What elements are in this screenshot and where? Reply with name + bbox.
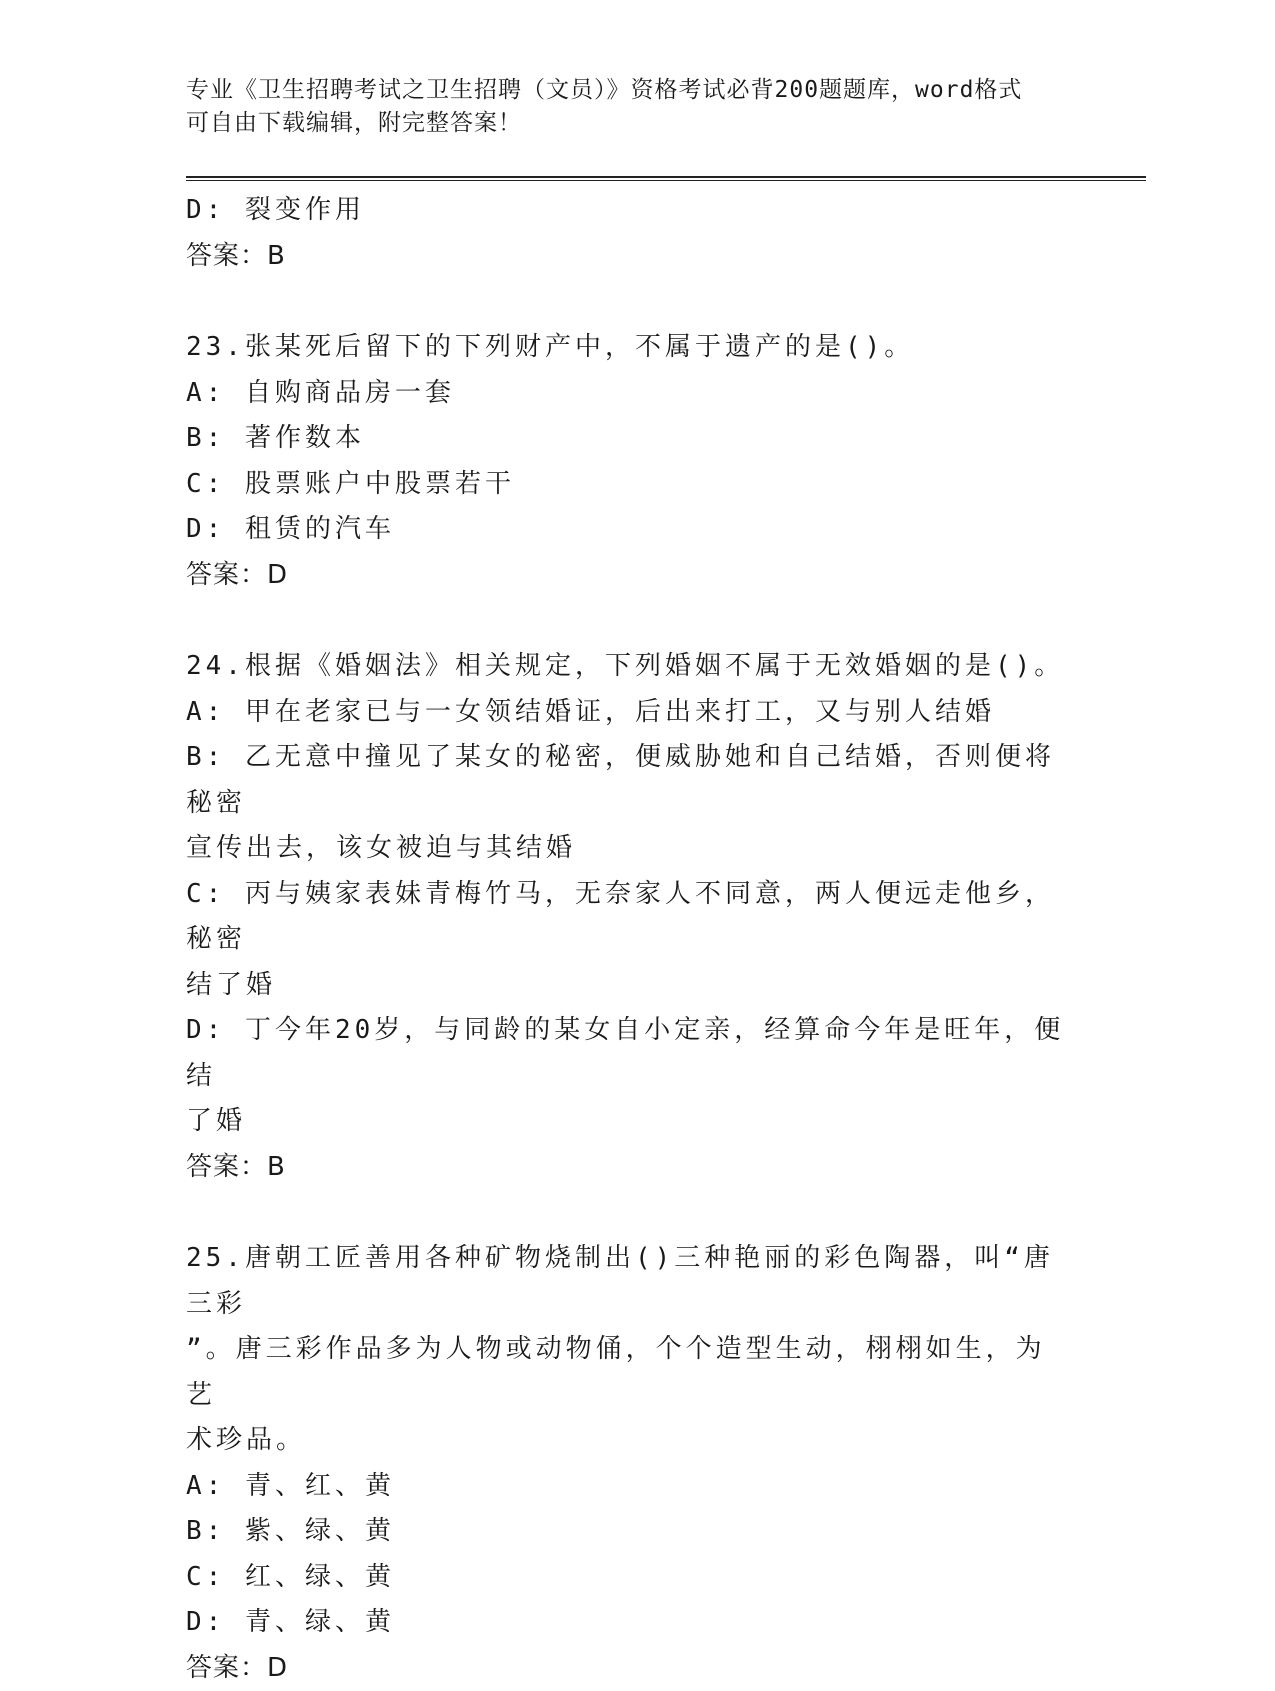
q25-answer: 答案：D	[186, 1646, 1066, 1691]
question-list	[186, 188, 1066, 1691]
q24-stem: 24.根据《婚姻法》相关规定，下列婚姻不属于无效婚姻的是()。	[186, 644, 1066, 690]
header-line-2: 可自由下载编辑，附完整答案！	[186, 107, 1066, 140]
q24-option-a: A: 甲在老家已与一女领结婚证，后出来打工，又与别人结婚	[186, 690, 1066, 736]
document-page	[186, 0, 1146, 1650]
q25-stem-2: ”。唐三彩作品多为人物或动物俑，个个造型生动，栩栩如生，为艺	[186, 1327, 1066, 1418]
q24-option-b: B: 乙无意中撞见了某女的秘密，便威胁她和自己结婚，否则便将秘密	[186, 735, 1066, 826]
q24-option-b-cont: 宣传出去，该女被迫与其结婚	[186, 826, 1066, 872]
q25-stem-3: 术珍品。	[186, 1418, 1066, 1464]
q23-option-b: B: 著作数本	[186, 416, 1066, 462]
q23-option-d: D: 租赁的汽车	[186, 507, 1066, 553]
spacer	[186, 598, 1066, 644]
header-line-1: 专业《卫生招聘考试之卫生招聘（文员）》资格考试必背200题题库，word格式	[186, 74, 1066, 107]
q23-answer: 答案：D	[186, 553, 1066, 599]
spacer	[186, 279, 1066, 325]
spacer	[186, 1190, 1066, 1236]
q24-option-c-cont: 结了婚	[186, 963, 1066, 1009]
q25-option-c: C: 红、绿、黄	[186, 1555, 1066, 1601]
q25-option-b: B: 紫、绿、黄	[186, 1509, 1066, 1555]
q25-option-d: D: 青、绿、黄	[186, 1600, 1066, 1646]
q23-stem: 23.张某死后留下的下列财产中，不属于遗产的是()。	[186, 325, 1066, 371]
q22-option-d: D: 裂变作用	[186, 188, 1066, 234]
q24-option-c: C: 丙与姨家表妹青梅竹马，无奈家人不同意，两人便远走他乡，秘密	[186, 872, 1066, 963]
document-header	[186, 74, 1066, 140]
q24-answer: 答案：B	[186, 1145, 1066, 1191]
q25-stem-1: 25.唐朝工匠善用各种矿物烧制出()三种艳丽的彩色陶器，叫“唐三彩	[186, 1236, 1066, 1327]
header-divider	[186, 176, 1146, 181]
q24-option-d: D: 丁今年20岁，与同龄的某女自小定亲，经算命今年是旺年，便结	[186, 1008, 1066, 1099]
q25-option-a: A: 青、红、黄	[186, 1464, 1066, 1510]
q22-answer: 答案：B	[186, 234, 1066, 280]
q24-option-d-cont: 了婚	[186, 1099, 1066, 1145]
q23-option-a: A: 自购商品房一套	[186, 371, 1066, 417]
q23-option-c: C: 股票账户中股票若干	[186, 462, 1066, 508]
